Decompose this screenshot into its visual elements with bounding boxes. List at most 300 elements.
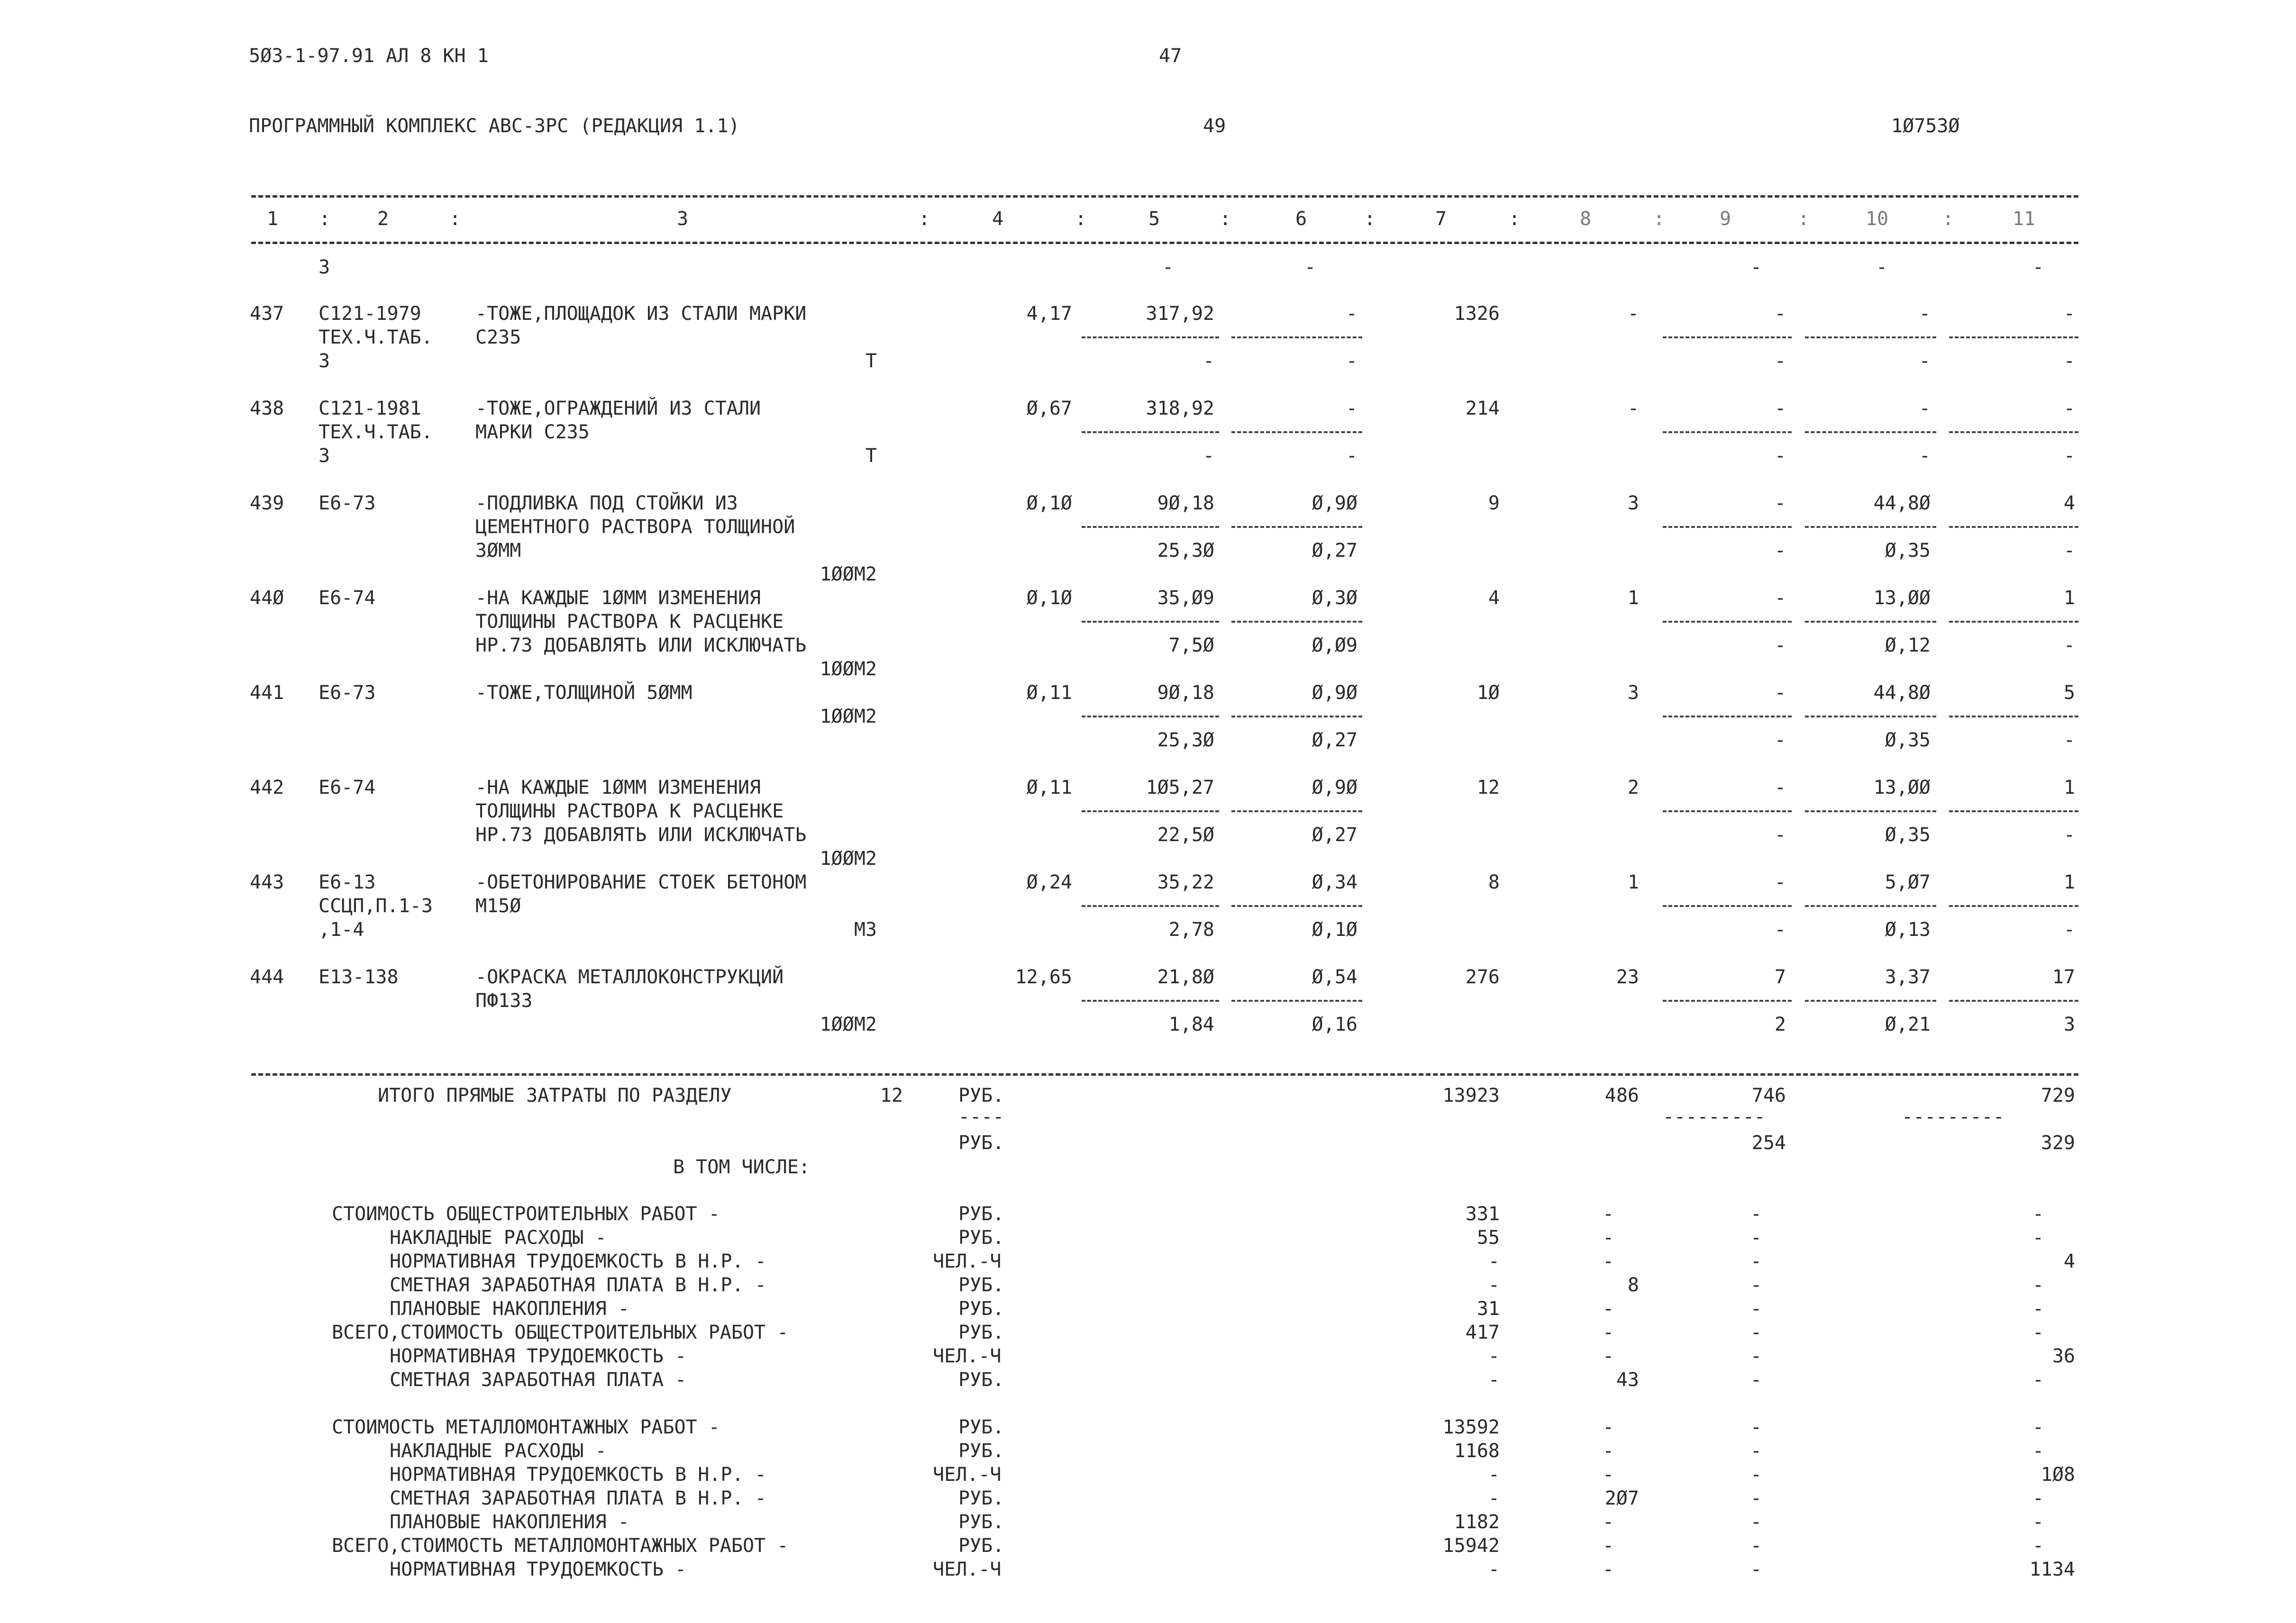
column-separator: : xyxy=(1364,208,1376,230)
row-441-rule-col10 xyxy=(1805,716,1936,717)
row-438-labor-total: - xyxy=(2063,398,2075,419)
row-44Ø-rule-col10 xyxy=(1805,621,1936,623)
row-438-machine-total: - xyxy=(1774,398,1786,419)
row-441-machinist-labor-per-unit: Ø,35 xyxy=(1885,729,1931,751)
row-441-unit-machine: Ø,9Ø xyxy=(1312,682,1358,704)
summary-line-8-machine: - xyxy=(1750,1369,1762,1391)
row-443-code-line: ,1-4 xyxy=(319,919,364,941)
row-442-unit-cost: 1Ø5,27 xyxy=(1146,777,1214,798)
row-442-wage-total: 2 xyxy=(1627,777,1639,798)
row-439-rule-col10 xyxy=(1805,526,1936,528)
column-separator: : xyxy=(1508,208,1521,230)
row-438-machine-wage-total: - xyxy=(1774,445,1786,467)
column-header-5: 5 xyxy=(1148,208,1160,230)
row-44Ø-code-line: Е6-74 xyxy=(319,587,376,609)
summary-line-12-unit: РУБ. xyxy=(958,1487,1004,1509)
continued-code: 3 xyxy=(319,256,330,278)
summary-line-11-unit: ЧЕЛ.-Ч xyxy=(933,1464,1002,1486)
row-443-total-cost: 8 xyxy=(1488,871,1500,893)
row-438-rule-col9 xyxy=(1663,431,1792,433)
summary-line-6-machine: - xyxy=(1750,1322,1762,1343)
row-44Ø-machinist-labor-per-unit: Ø,12 xyxy=(1885,635,1931,656)
summary-line-1-label: СТОИМОСТЬ ОБЩЕСТРОИТЕЛЬНЫХ РАБОТ - xyxy=(332,1203,720,1225)
summary-line-1-cost: 331 xyxy=(1465,1203,1500,1225)
row-442-unit-machine-wage: Ø,27 xyxy=(1312,824,1358,846)
row-437-machine-total: - xyxy=(1774,303,1786,325)
row-444-machinist-labor-per-unit: Ø,21 xyxy=(1885,1014,1931,1035)
row-437-number: 437 xyxy=(250,303,284,325)
row-439-quantity: Ø,1Ø xyxy=(1026,492,1072,514)
summary-line-14-wage: - xyxy=(1602,1535,1614,1557)
summary-line-4-cost: - xyxy=(1488,1274,1500,1296)
row-441-machine-wage-total: - xyxy=(1774,729,1786,751)
row-444-total-cost: 276 xyxy=(1465,966,1500,988)
summary-line-11-wage: - xyxy=(1602,1464,1614,1486)
row-444-unit-wage: 1,84 xyxy=(1168,1014,1214,1035)
row-443-wage-total: 1 xyxy=(1627,871,1639,893)
row-439-code-line: Е6-73 xyxy=(319,492,376,514)
row-439-number: 439 xyxy=(250,492,284,514)
row-441-code-line: Е6-73 xyxy=(319,682,376,704)
row-439-machine-wage-total: - xyxy=(1774,540,1786,562)
row-439-machine-total: - xyxy=(1774,492,1786,514)
row-44Ø-description-line: -НА КАЖДЫЕ 1ØММ ИЗМЕНЕНИЯ xyxy=(475,587,761,609)
dash-mark: - xyxy=(1162,256,1174,278)
summary-line-11-cost: - xyxy=(1488,1464,1500,1486)
row-443-machinist-labor-per-unit: Ø,13 xyxy=(1885,919,1931,941)
summary-line-12-wage: 2Ø7 xyxy=(1604,1487,1639,1509)
row-441-machine-total: - xyxy=(1774,682,1786,704)
row-442-rule-col6 xyxy=(1231,810,1362,812)
summary-line-3-cost: - xyxy=(1488,1251,1500,1272)
row-437-code-line: ТЕХ.Ч.ТАБ. xyxy=(319,326,433,348)
row-444-number: 444 xyxy=(250,966,284,988)
summary-line-3-labor: 4 xyxy=(2063,1251,2075,1272)
row-439-unit-machine-wage: Ø,27 xyxy=(1312,540,1358,562)
row-443-unit-machine: Ø,34 xyxy=(1312,871,1358,893)
summary-line-8-wage: 43 xyxy=(1616,1369,1639,1391)
row-441-wage-total: 3 xyxy=(1627,682,1639,704)
row-441-unit-cost: 9Ø,18 xyxy=(1157,682,1214,704)
row-442-code-line: Е6-74 xyxy=(319,777,376,798)
summary-line-4-unit: РУБ. xyxy=(958,1274,1004,1296)
row-44Ø-quantity: Ø,1Ø xyxy=(1026,587,1072,609)
row-444-labor-per-unit: 3,37 xyxy=(1885,966,1931,988)
row-444-wage-total: 23 xyxy=(1616,966,1639,988)
row-443-machine-wage-total: - xyxy=(1774,919,1786,941)
totals-unit: РУБ. xyxy=(958,1085,1004,1106)
row-44Ø-machine-total: - xyxy=(1774,587,1786,609)
row-437-machinist-labor-per-unit: - xyxy=(1919,350,1931,372)
row-443-number: 443 xyxy=(250,871,284,893)
dash-mark: - xyxy=(1304,256,1316,278)
summary-line-7-labor: 36 xyxy=(2052,1345,2075,1367)
column-header-1: 1 xyxy=(266,208,279,230)
row-44Ø-wage-total: 1 xyxy=(1627,587,1639,609)
summary-line-9-labor: - xyxy=(2032,1416,2044,1438)
column-separator: : xyxy=(918,208,930,230)
row-442-labor-total: 1 xyxy=(2063,777,2075,798)
row-443-machine-total: - xyxy=(1774,871,1786,893)
row-442-number: 442 xyxy=(250,777,284,798)
row-441-unit-wage: 25,3Ø xyxy=(1157,729,1214,751)
totals-label: ИТОГО ПРЯМЫЕ ЗАТРАТЫ ПО РАЗДЕЛУ xyxy=(378,1085,732,1106)
row-441-labor-total: 5 xyxy=(2063,682,2075,704)
summary-line-10-labor: - xyxy=(2032,1440,2044,1462)
summary-line-5-cost: 31 xyxy=(1476,1298,1500,1320)
row-444-unit-machine: Ø,54 xyxy=(1312,966,1358,988)
row-441-rule-col5 xyxy=(1082,716,1219,717)
totals-machine: 746 xyxy=(1751,1085,1786,1106)
column-header-3: 3 xyxy=(676,208,689,230)
row-438-unit: Т xyxy=(865,445,877,467)
row-444-unit: 1ØØМ2 xyxy=(820,1014,877,1035)
summary-line-1-machine: - xyxy=(1750,1203,1762,1225)
row-44Ø-rule-col6 xyxy=(1231,621,1362,623)
row-439-rule-col9 xyxy=(1663,526,1792,528)
summary-line-2-unit: РУБ. xyxy=(958,1227,1004,1249)
summary-line-5-machine: - xyxy=(1750,1298,1762,1320)
row-443-unit-cost: 35,22 xyxy=(1157,871,1214,893)
row-44Ø-description-line: НР.73 ДОБАВЛЯТЬ ИЛИ ИСКЛЮЧАТЬ xyxy=(475,635,807,656)
row-441-description-line: -ТОЖЕ,ТОЛЩИНОЙ 5ØММ xyxy=(475,682,692,704)
row-44Ø-unit-machine: Ø,3Ø xyxy=(1312,587,1358,609)
column-header-2: 2 xyxy=(377,208,389,230)
summary-line-15-cost: - xyxy=(1488,1559,1500,1580)
row-437-machine-wage-total: - xyxy=(1774,350,1786,372)
row-444-description-line: ПФ133 xyxy=(475,990,533,1012)
summary-line-15-labor: 1134 xyxy=(2029,1559,2075,1580)
row-437-machinist-labor-total: - xyxy=(2063,350,2075,372)
row-438-rule-col6 xyxy=(1231,431,1362,433)
row-437-description-line: -ТОЖЕ,ПЛОЩАДОК ИЗ СТАЛИ МАРКИ xyxy=(475,303,807,325)
row-443-rule-col6 xyxy=(1231,905,1362,907)
row-443-rule-col9 xyxy=(1663,905,1792,907)
row-438-unit-wage: - xyxy=(1203,445,1214,467)
row-441-labor-per-unit: 44,8Ø xyxy=(1873,682,1931,704)
column-separator: : xyxy=(319,208,331,230)
row-438-quantity: Ø,67 xyxy=(1026,398,1072,419)
row-439-total-cost: 9 xyxy=(1488,492,1500,514)
row-444-unit-cost: 21,8Ø xyxy=(1157,966,1214,988)
row-438-description-line: МАРКИ С235 xyxy=(475,421,590,443)
row-439-rule-col6 xyxy=(1231,526,1362,528)
row-443-machinist-labor-total: - xyxy=(2063,919,2075,941)
row-437-unit-machine-wage: - xyxy=(1346,350,1358,372)
column-header-11: 11 xyxy=(2012,208,2036,230)
row-444-rule-col10 xyxy=(1805,1000,1936,1002)
summary-line-15-unit: ЧЕЛ.-Ч xyxy=(933,1559,1002,1580)
document-code: 1Ø753Ø xyxy=(1891,115,1960,137)
summary-line-2-machine: - xyxy=(1750,1227,1762,1249)
row-438-unit-cost: 318,92 xyxy=(1146,398,1214,419)
summary-line-12-labor: - xyxy=(2032,1487,2044,1509)
row-438-labor-per-unit: - xyxy=(1919,398,1931,419)
row-438-code-line: ТЕХ.Ч.ТАБ. xyxy=(319,421,433,443)
row-444-rule-col9 xyxy=(1663,1000,1792,1002)
row-439-wage-total: 3 xyxy=(1627,492,1639,514)
row-442-unit-machine: Ø,9Ø xyxy=(1312,777,1358,798)
row-444-rule-col6 xyxy=(1231,1000,1362,1002)
row-439-rule-col11 xyxy=(1949,526,2078,528)
row-438-machinist-labor-per-unit: - xyxy=(1919,445,1931,467)
row-44Ø-description-line: ТОЛЩИНЫ РАСТВОРА К РАСЦЕНКЕ xyxy=(475,611,784,633)
totals-wage: 486 xyxy=(1604,1085,1639,1106)
row-437-total-cost: 1326 xyxy=(1454,303,1500,325)
row-442-total-cost: 12 xyxy=(1476,777,1500,798)
row-444-code-line: Е13-138 xyxy=(319,966,399,988)
summary-line-12-machine: - xyxy=(1750,1487,1762,1509)
row-438-rule-col11 xyxy=(1949,431,2078,433)
summary-line-13-machine: - xyxy=(1750,1511,1762,1533)
summary-line-7-machine: - xyxy=(1750,1345,1762,1367)
row-437-code-line: С121-1979 xyxy=(319,303,421,325)
summary-line-5-labor: - xyxy=(2032,1298,2044,1320)
row-44Ø-unit-wage: 7,5Ø xyxy=(1168,635,1214,656)
row-442-rule-col10 xyxy=(1805,810,1936,812)
column-separator: : xyxy=(1797,208,1810,230)
row-442-machine-wage-total: - xyxy=(1774,824,1786,846)
summary-line-13-unit: РУБ. xyxy=(958,1511,1004,1533)
summary-line-15-machine: - xyxy=(1750,1559,1762,1580)
summary-line-12-label: СМЕТНАЯ ЗАРАБОТНАЯ ПЛАТА В Н.Р. - xyxy=(390,1487,766,1509)
row-44Ø-rule-col5 xyxy=(1082,621,1219,623)
row-44Ø-labor-total: 1 xyxy=(2063,587,2075,609)
row-444-machinist-labor-total: 3 xyxy=(2063,1014,2075,1035)
row-438-rule-col5 xyxy=(1082,431,1219,433)
row-443-unit-machine-wage: Ø,1Ø xyxy=(1312,919,1358,941)
program-title: ПРОГРАММНЫЙ КОМПЛЕКС АВС-3РС (РЕДАКЦИЯ 1.1) xyxy=(249,115,740,137)
row-444-machine-total: 7 xyxy=(1774,966,1786,988)
row-437-rule-col6 xyxy=(1231,336,1362,338)
dash-mark: - xyxy=(1750,256,1762,278)
row-438-code-line: С121-1981 xyxy=(319,398,421,419)
row-437-rule-col9 xyxy=(1663,336,1792,338)
column-separator: : xyxy=(449,208,461,230)
row-441-number: 441 xyxy=(250,682,284,704)
summary-line-11-label: НОРМАТИВНАЯ ТРУДОЕМКОСТЬ В Н.Р. - xyxy=(390,1464,766,1486)
row-439-machinist-labor-per-unit: Ø,35 xyxy=(1885,540,1931,562)
row-444-unit-machine-wage: Ø,16 xyxy=(1312,1014,1358,1035)
row-443-rule-col5 xyxy=(1082,905,1219,907)
summary-line-10-wage: - xyxy=(1602,1440,1614,1462)
summary-line-10-unit: РУБ. xyxy=(958,1440,1004,1462)
row-438-unit-machine: - xyxy=(1346,398,1358,419)
summary-line-2-cost: 55 xyxy=(1476,1227,1500,1249)
summary-line-4-wage: 8 xyxy=(1627,1274,1639,1296)
row-438-description-line: -ТОЖЕ,ОГРАЖДЕНИЙ ИЗ СТАЛИ xyxy=(475,398,761,419)
row-441-unit: 1ØØМ2 xyxy=(820,706,877,727)
summary-line-1-wage: - xyxy=(1602,1203,1614,1225)
row-438-machinist-labor-total: - xyxy=(2063,445,2075,467)
row-441-unit-machine-wage: Ø,27 xyxy=(1312,729,1358,751)
row-439-unit-cost: 9Ø,18 xyxy=(1157,492,1214,514)
row-438-number: 438 xyxy=(250,398,284,419)
row-44Ø-total-cost: 4 xyxy=(1488,587,1500,609)
row-437-rule-col5 xyxy=(1082,336,1219,338)
summary-line-10-cost: 1168 xyxy=(1454,1440,1500,1462)
column-header-4: 4 xyxy=(992,208,1004,230)
row-443-description-line: -ОБЕТОНИРОВАНИЕ СТОЕК БЕТОНОМ xyxy=(475,871,807,893)
row-439-unit-wage: 25,3Ø xyxy=(1157,540,1214,562)
row-437-rule-col11 xyxy=(1949,336,2078,338)
row-437-unit-machine: - xyxy=(1346,303,1358,325)
row-437-unit-cost: 317,92 xyxy=(1146,303,1214,325)
summary-line-4-label: СМЕТНАЯ ЗАРАБОТНАЯ ПЛАТА В Н.Р. - xyxy=(390,1274,766,1296)
row-439-description-line: -ПОДЛИВКА ПОД СТОЙКИ ИЗ xyxy=(475,492,738,514)
summary-line-5-unit: РУБ. xyxy=(958,1298,1004,1320)
summary-line-12-cost: - xyxy=(1488,1487,1500,1509)
summary-line-7-unit: ЧЕЛ.-Ч xyxy=(933,1345,1002,1367)
summary-line-2-labor: - xyxy=(2032,1227,2044,1249)
row-437-description-line: С235 xyxy=(475,326,521,348)
summary-line-14-cost: 15942 xyxy=(1442,1535,1500,1557)
page-number: 49 xyxy=(1203,115,1226,137)
row-441-rule-col6 xyxy=(1231,716,1362,717)
row-443-labor-total: 1 xyxy=(2063,871,2075,893)
row-444-machine-wage-total: 2 xyxy=(1774,1014,1786,1035)
column-header-10: 10 xyxy=(1865,208,1889,230)
summary-line-3-label: НОРМАТИВНАЯ ТРУДОЕМКОСТЬ В Н.Р. - xyxy=(390,1251,766,1272)
row-444-description-line: -ОКРАСКА МЕТАЛЛОКОНСТРУКЦИЙ xyxy=(475,966,784,988)
totals-machinist-labor: 329 xyxy=(2041,1132,2075,1154)
row-442-description-line: ТОЛЩИНЫ РАСТВОРА К РАСЦЕНКЕ xyxy=(475,800,784,822)
row-442-labor-per-unit: 13,ØØ xyxy=(1873,777,1931,798)
totals-machine-rule: --------- xyxy=(1663,1106,1766,1128)
summary-line-8-unit: РУБ. xyxy=(958,1369,1004,1391)
summary-line-8-label: СМЕТНАЯ ЗАРАБОТНАЯ ПЛАТА - xyxy=(390,1369,687,1391)
row-442-rule-col11 xyxy=(1949,810,2078,812)
row-438-code-line: 3 xyxy=(319,445,330,467)
row-439-rule-col5 xyxy=(1082,526,1219,528)
row-44Ø-machinist-labor-total: - xyxy=(2063,635,2075,656)
summary-line-13-wage: - xyxy=(1602,1511,1614,1533)
header-bottom-rule xyxy=(251,242,2078,244)
summary-line-13-label: ПЛАНОВЫЕ НАКОПЛЕНИЯ - xyxy=(390,1511,629,1533)
summary-line-6-unit: РУБ. xyxy=(958,1322,1004,1343)
column-separator: : xyxy=(1219,208,1231,230)
row-438-wage-total: - xyxy=(1627,398,1639,419)
row-442-machine-total: - xyxy=(1774,777,1786,798)
summary-line-10-label: НАКЛАДНЫЕ РАСХОДЫ - xyxy=(390,1440,607,1462)
totals-machine-wage: 254 xyxy=(1751,1132,1786,1154)
doc-code: 5Ø3-1-97.91 АЛ 8 КН 1 xyxy=(249,45,489,67)
summary-line-3-unit: ЧЕЛ.-Ч xyxy=(933,1251,1002,1272)
row-439-description-line: 3ØММ xyxy=(475,540,521,562)
row-443-code-line: ССЦП,П.1-3 xyxy=(319,895,433,917)
row-441-quantity: Ø,11 xyxy=(1026,682,1072,704)
summary-line-3-machine: - xyxy=(1750,1251,1762,1272)
summary-line-11-machine: - xyxy=(1750,1464,1762,1486)
row-441-rule-col11 xyxy=(1949,716,2078,717)
row-443-quantity: Ø,24 xyxy=(1026,871,1072,893)
summary-line-15-wage: - xyxy=(1602,1559,1614,1580)
summary-line-9-wage: - xyxy=(1602,1416,1614,1438)
summary-line-14-label: ВСЕГО,СТОИМОСТЬ МЕТАЛЛОМОНТАЖНЫХ РАБОТ - xyxy=(332,1535,789,1557)
row-44Ø-rule-col11 xyxy=(1949,621,2078,623)
row-438-total-cost: 214 xyxy=(1465,398,1500,419)
row-437-wage-total: - xyxy=(1627,303,1639,325)
row-44Ø-unit-machine-wage: Ø,Ø9 xyxy=(1312,635,1358,656)
row-437-labor-total: - xyxy=(2063,303,2075,325)
summary-line-14-unit: РУБ. xyxy=(958,1535,1004,1557)
summary-line-11-labor: 1Ø8 xyxy=(2041,1464,2075,1486)
summary-line-14-labor: - xyxy=(2032,1535,2044,1557)
totals-cost: 13923 xyxy=(1442,1085,1500,1106)
row-442-description-line: НР.73 ДОБАВЛЯТЬ ИЛИ ИСКЛЮЧАТЬ xyxy=(475,824,807,846)
summary-line-9-cost: 13592 xyxy=(1442,1416,1500,1438)
column-header-6: 6 xyxy=(1295,208,1307,230)
summary-line-4-machine: - xyxy=(1750,1274,1762,1296)
row-443-code-line: Е6-13 xyxy=(319,871,376,893)
summary-line-9-machine: - xyxy=(1750,1416,1762,1438)
row-439-unit-machine: Ø,9Ø xyxy=(1312,492,1358,514)
totals-section-number: 12 xyxy=(880,1085,903,1106)
summary-line-6-wage: - xyxy=(1602,1322,1614,1343)
summary-line-5-wage: - xyxy=(1602,1298,1614,1320)
row-443-labor-per-unit: 5,Ø7 xyxy=(1885,871,1931,893)
row-438-rule-col10 xyxy=(1805,431,1936,433)
row-437-unit: Т xyxy=(865,350,877,372)
row-442-unit: 1ØØМ2 xyxy=(820,848,877,870)
summary-line-2-label: НАКЛАДНЫЕ РАСХОДЫ - xyxy=(390,1227,607,1249)
row-439-unit: 1ØØМ2 xyxy=(820,563,877,585)
summary-line-10-machine: - xyxy=(1750,1440,1762,1462)
row-439-machinist-labor-total: - xyxy=(2063,540,2075,562)
row-444-quantity: 12,65 xyxy=(1015,966,1072,988)
column-separator: : xyxy=(1075,208,1087,230)
dash-mark: - xyxy=(2032,256,2044,278)
summary-line-7-wage: - xyxy=(1602,1345,1614,1367)
row-443-description-line: М15Ø xyxy=(475,895,521,917)
summary-line-13-labor: - xyxy=(2032,1511,2044,1533)
row-442-rule-col9 xyxy=(1663,810,1792,812)
summary-line-9-unit: РУБ. xyxy=(958,1416,1004,1438)
row-44Ø-labor-per-unit: 13,ØØ xyxy=(1873,587,1931,609)
summary-line-14-machine: - xyxy=(1750,1535,1762,1557)
summary-line-6-cost: 417 xyxy=(1465,1322,1500,1343)
row-441-rule-col9 xyxy=(1663,716,1792,717)
summary-line-9-label: СТОИМОСТЬ МЕТАЛЛОМОНТАЖНЫХ РАБОТ - xyxy=(332,1416,720,1438)
summary-line-13-cost: 1182 xyxy=(1454,1511,1500,1533)
row-437-unit-wage: - xyxy=(1203,350,1214,372)
row-444-rule-col5 xyxy=(1082,1000,1219,1002)
table-top-rule xyxy=(251,195,2078,198)
column-header-7: 7 xyxy=(1435,208,1447,230)
summary-line-6-labor: - xyxy=(2032,1322,2044,1343)
row-44Ø-rule-col9 xyxy=(1663,621,1792,623)
row-44Ø-unit-cost: 35,Ø9 xyxy=(1157,587,1214,609)
totals-labor: 729 xyxy=(2041,1085,2075,1106)
totals-subheading: В ТОМ ЧИСЛЕ: xyxy=(673,1156,810,1178)
row-442-rule-col5 xyxy=(1082,810,1219,812)
row-44Ø-unit: 1ØØМ2 xyxy=(820,658,877,680)
row-444-rule-col11 xyxy=(1949,1000,2078,1002)
column-header-9: 9 xyxy=(1719,208,1731,230)
row-439-labor-per-unit: 44,8Ø xyxy=(1873,492,1931,514)
totals-unit-second: РУБ. xyxy=(958,1132,1004,1154)
row-443-rule-col10 xyxy=(1805,905,1936,907)
summary-line-15-label: НОРМАТИВНАЯ ТРУДОЕМКОСТЬ - xyxy=(390,1559,687,1580)
column-separator: : xyxy=(1653,208,1665,230)
totals-labor-rule: --------- xyxy=(1902,1106,2004,1128)
row-441-machinist-labor-total: - xyxy=(2063,729,2075,751)
totals-unit-rule: ---- xyxy=(958,1106,1004,1128)
row-437-code-line: 3 xyxy=(319,350,330,372)
summary-line-1-labor: - xyxy=(2032,1203,2044,1225)
row-44Ø-number: 44Ø xyxy=(250,587,284,609)
column-separator: : xyxy=(1942,208,1954,230)
